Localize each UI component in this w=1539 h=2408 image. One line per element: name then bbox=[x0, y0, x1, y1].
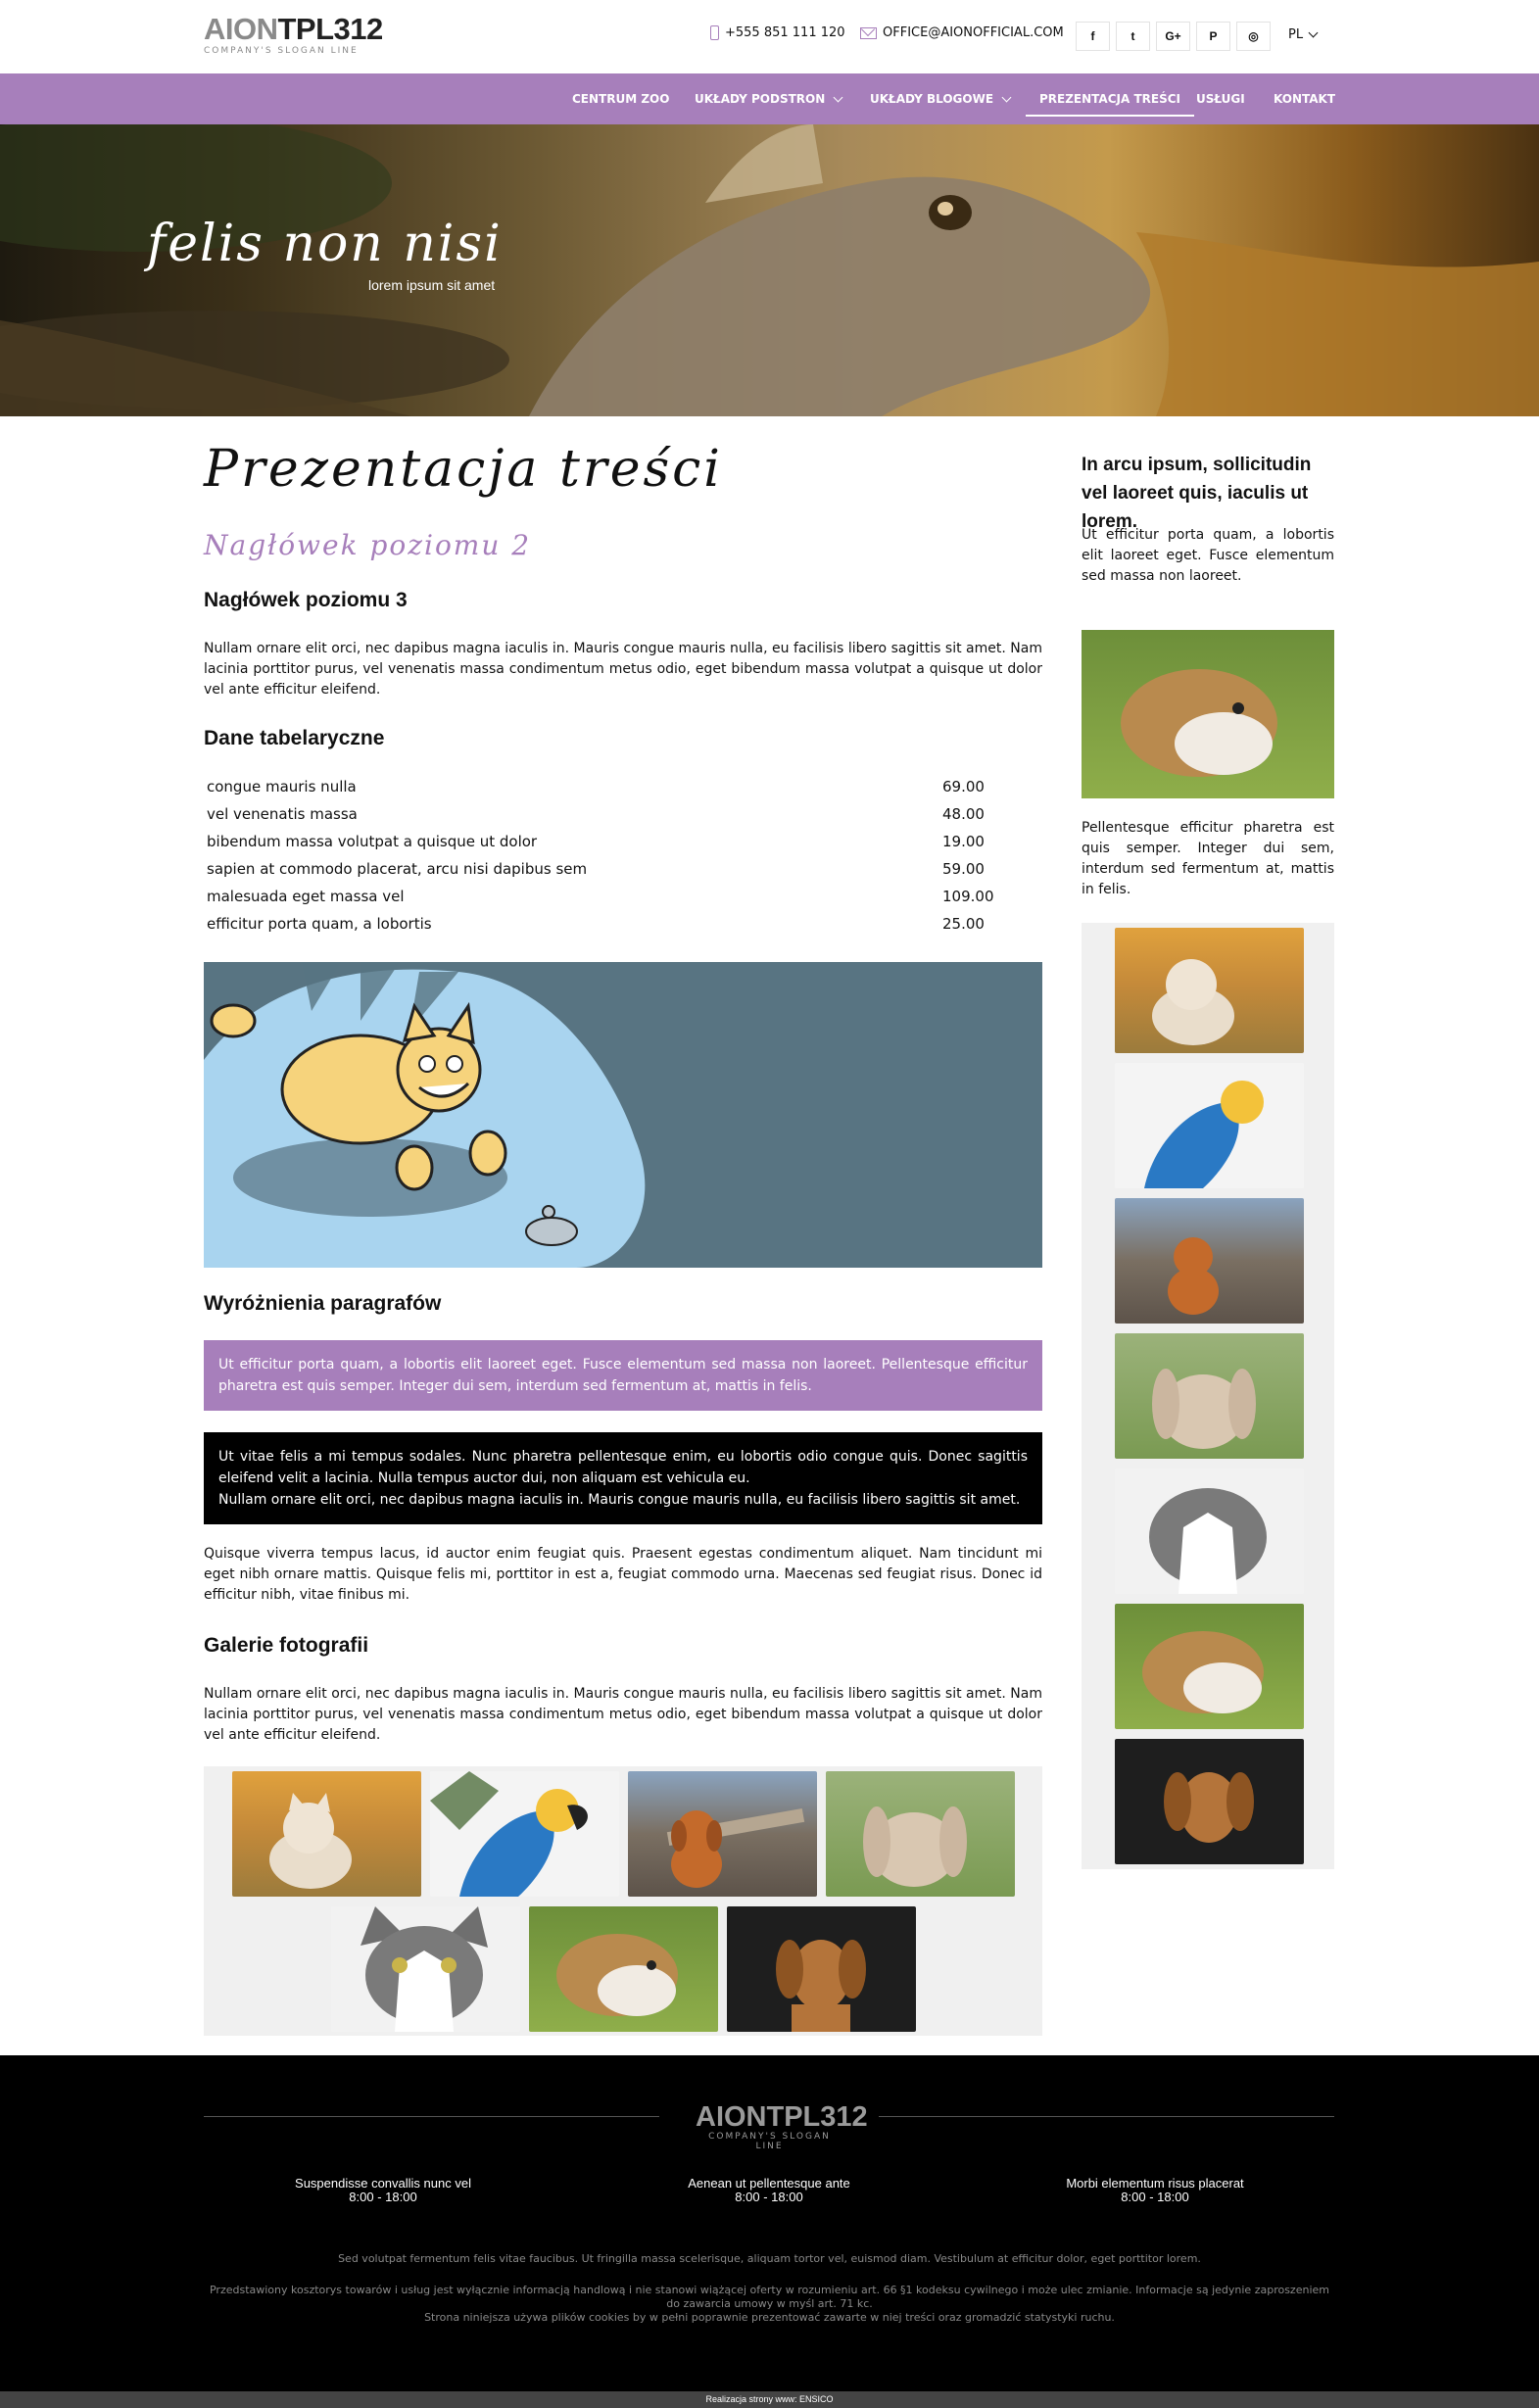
gallery-photo-rabbit[interactable] bbox=[826, 1771, 1015, 1897]
footer-text: Sed volutpat fermentum felis vitae faucibus. Ut fringilla massa scelerisque, aliquam tortor vel, euismod diam. Vestibulum at efficitur dolor, eget porttitor lorem. bbox=[338, 2252, 1201, 2265]
email-address: OFFICE@AIONOFFICIAL.COM bbox=[883, 25, 1064, 40]
table-cell-name: sapien at commodo placerat, arcu nisi dapibus sem bbox=[207, 860, 588, 878]
sidebar-text-1: Ut efficitur porta quam, a lobortis elit laoreet eget. Fusce elementum sed massa non laoreet. bbox=[1082, 527, 1334, 584]
logo-name-gray: AION bbox=[204, 12, 278, 46]
footer-column bbox=[1028, 2177, 1282, 2204]
phone-number: +555 851 111 120 bbox=[725, 25, 845, 40]
sidebar-photo-rabbit[interactable] bbox=[1115, 1333, 1304, 1459]
highlight-black-text-1: Ut vitae felis a mi tempus sodales. Nunc pharetra pellentesque enim, eu lobortis odio congue quis. Donec sagittis eleifend velit a lacinia. Nulla tempus auctor dui, non aliquam est vehicula eu. bbox=[218, 1449, 1028, 1486]
nav-label: CENTRUM ZOO bbox=[572, 92, 670, 106]
table-cell-name: efficitur porta quam, a lobortis bbox=[207, 915, 432, 933]
table-row bbox=[204, 773, 1042, 800]
facebook-icon[interactable]: f bbox=[1076, 22, 1110, 51]
gallery-photo-kitten[interactable] bbox=[232, 1771, 421, 1897]
chevron-down-icon bbox=[1002, 92, 1012, 102]
phone-contact[interactable] bbox=[710, 25, 845, 40]
table-row bbox=[204, 828, 1042, 855]
heading-level-3: Nagłówek poziomu 3 bbox=[204, 589, 408, 611]
credits-text: Realizacja strony www: ENSICO bbox=[705, 2394, 834, 2404]
nav-item-uklady-blogowe[interactable] bbox=[870, 73, 1010, 124]
nav-label: KONTAKT bbox=[1274, 92, 1336, 106]
footer-column-title: Suspendisse convallis nunc vel bbox=[295, 2176, 471, 2191]
footer-divider bbox=[879, 2116, 1334, 2117]
footer-logo[interactable] bbox=[696, 2101, 868, 2151]
sidebar-photo-guinea-pig[interactable] bbox=[1115, 1604, 1304, 1729]
table-cell-value: 19.00 bbox=[942, 833, 985, 850]
hero-banner bbox=[0, 124, 1539, 416]
highlight-purple: Ut efficitur porta quam, a lobortis elit laoreet eget. Fusce elementum sed massa non laoreet. Pellentesque efficitur pharetra est quis semper. Integer dui sem, interdum sed fermentum at, mattis in felis. bbox=[204, 1340, 1042, 1411]
instagram-icon[interactable]: ◎ bbox=[1236, 22, 1271, 51]
twitter-icon[interactable]: t bbox=[1116, 22, 1150, 51]
footer-logo-name-dark: TPL312 bbox=[766, 2101, 868, 2133]
sidebar-photo-parrot[interactable] bbox=[1115, 1063, 1304, 1188]
nav-label: UKŁADY BLOGOWE bbox=[870, 92, 994, 106]
mail-icon bbox=[860, 27, 877, 39]
table-cell-value: 48.00 bbox=[942, 805, 985, 823]
gallery-paragraph: Nullam ornare elit orci, nec dapibus magna iaculis in. Mauris congue mauris nulla, eu facilisis libero sagittis sit amet. Nam lacinia porttitor purus, vel venenatis massa condimentum metus odio, eget bibendum massa volutpat a quisque ut dolor vel ante efficitur eleifend. bbox=[204, 1686, 1042, 1743]
sidebar-photo-cat[interactable] bbox=[1115, 1469, 1304, 1594]
footer-logo-name-gray: AION bbox=[696, 2101, 767, 2133]
table-heading: Dane tabelaryczne bbox=[204, 727, 385, 749]
footer-cookies-text: Strona niniejsza używa plików cookies by w pełni poprawnie prezentować zawarte w niej treści oraz gromadzić statystyki ruchu. bbox=[424, 2311, 1115, 2324]
footer-column-hours: 8:00 - 18:00 bbox=[1121, 2190, 1189, 2204]
phone-icon bbox=[710, 25, 719, 40]
gallery-photo-parrot[interactable] bbox=[430, 1771, 619, 1897]
gallery-photo-cat[interactable] bbox=[331, 1906, 520, 2032]
email-contact[interactable] bbox=[860, 25, 1064, 40]
table-cell-value: 25.00 bbox=[942, 915, 985, 933]
data-table bbox=[204, 773, 1042, 938]
chevron-down-icon bbox=[834, 92, 843, 102]
nav-item-prezentacja-tresci[interactable] bbox=[1039, 73, 1180, 124]
google-plus-icon[interactable]: G+ bbox=[1156, 22, 1190, 51]
table-row bbox=[204, 800, 1042, 828]
gallery-photo-guinea-pig[interactable] bbox=[529, 1906, 718, 2032]
language-label: PL bbox=[1288, 27, 1304, 42]
pinterest-icon[interactable]: P bbox=[1196, 22, 1230, 51]
hero-title: felis non nisi bbox=[147, 215, 503, 273]
nav-item-uslugi[interactable] bbox=[1196, 73, 1245, 124]
footer-column-hours: 8:00 - 18:00 bbox=[349, 2190, 417, 2204]
credits-bar[interactable] bbox=[0, 2391, 1539, 2408]
logo-name-dark: TPL312 bbox=[277, 12, 383, 46]
sidebar-text-2: Pellentesque efficitur pharetra est quis semper. Integer dui sem, interdum sed fermentum at, mattis in felis. bbox=[1082, 820, 1334, 897]
table-cell-value: 59.00 bbox=[942, 860, 985, 878]
footer-column bbox=[642, 2177, 896, 2204]
nav-item-kontakt[interactable] bbox=[1274, 73, 1335, 124]
nav-item-uklady-podstron[interactable] bbox=[695, 73, 842, 124]
table-cell-value: 69.00 bbox=[942, 778, 985, 795]
table-cell-name: bibendum massa volutpat a quisque ut dolor bbox=[207, 833, 538, 850]
top-bar bbox=[0, 0, 1539, 73]
highlights-heading: Wyróżnienia paragrafów bbox=[204, 1292, 442, 1315]
site-footer bbox=[0, 2055, 1539, 2391]
sidebar-guinea-pig-image bbox=[1082, 630, 1334, 798]
hero-subtitle: lorem ipsum sit amet bbox=[368, 277, 496, 293]
heading-level-2: Nagłówek poziomu 2 bbox=[204, 529, 532, 561]
gallery-photo-puppy[interactable] bbox=[628, 1771, 817, 1897]
nav-item-centrum-zoo[interactable] bbox=[572, 73, 669, 124]
nav-label: PREZENTACJA TREŚCI bbox=[1039, 92, 1180, 106]
footer-legal-text: Przedstawiony kosztorys towarów i usług jest wyłącznie informacją handlową i nie stanowi wiążącej oferty w rozumieniu art. 66 §1 kodeksu cywilnego i może ulec zmianie. Informacje są jedynie zaproszeniem do zawarcia umowy w myśl art. 71 kc. bbox=[209, 2284, 1329, 2310]
footer-divider bbox=[204, 2116, 659, 2117]
footer-column-title: Aenean ut pellentesque ante bbox=[688, 2176, 850, 2191]
table-row bbox=[204, 910, 1042, 938]
photo-gallery bbox=[204, 1766, 1042, 2036]
footer-column-title: Morbi elementum risus placerat bbox=[1066, 2176, 1244, 2191]
nav-label: UKŁADY PODSTRON bbox=[695, 92, 826, 106]
table-row bbox=[204, 855, 1042, 883]
page-title: Prezentacja treści bbox=[204, 440, 723, 499]
paragraph: Quisque viverra tempus lacus, id auctor enim feugiat quis. Praesent egestas condimentum aliquet. Nam tincidunt mi eget nibh ornare mattis. Quisque felis mi, porttitor in est a, feugiat commodo urna. Maecenas sed feugiat risus. Donec id efficitur nibh, vitae finibus mi. bbox=[204, 1546, 1042, 1603]
highlight-black bbox=[204, 1432, 1042, 1524]
table-row bbox=[204, 883, 1042, 910]
footer-logo-slogan: COMPANY'S SLOGAN LINE bbox=[708, 2132, 831, 2151]
highlight-black-text-2: Nullam ornare elit orci, nec dapibus magna iaculis in. Mauris congue mauris nulla, eu facilisis libero sagittis sit amet. bbox=[218, 1492, 1021, 1508]
table-cell-name: congue mauris nulla bbox=[207, 778, 357, 795]
site-logo[interactable] bbox=[204, 14, 383, 56]
chevron-down-icon bbox=[1309, 28, 1319, 38]
table-cell-name: malesuada eget massa vel bbox=[207, 888, 405, 905]
sidebar-heading: In arcu ipsum, sollicitudin vel laoreet quis, iaculis ut lorem. bbox=[1082, 455, 1312, 532]
intro-paragraph: Nullam ornare elit orci, nec dapibus magna iaculis in. Mauris congue mauris nulla, eu facilisis libero sagittis sit amet. Nam lacinia porttitor purus, vel venenatis massa condimentum metus odio, eget bibendum massa volutpat a quisque ut dolor vel ante efficitur eleifend. bbox=[204, 641, 1042, 698]
sidebar-photo-puppy[interactable] bbox=[1115, 1198, 1304, 1324]
table-cell-value: 109.00 bbox=[942, 888, 994, 905]
table-cell-name: vel venenatis massa bbox=[207, 805, 358, 823]
main-navigation bbox=[0, 73, 1539, 124]
gallery-heading: Galerie fotografii bbox=[204, 1634, 369, 1657]
social-links bbox=[1076, 22, 1271, 51]
sidebar-photo-kitten[interactable] bbox=[1115, 928, 1304, 1053]
language-selector[interactable] bbox=[1288, 27, 1317, 42]
nav-label: USŁUGI bbox=[1196, 92, 1245, 106]
sidebar-photo-dog[interactable] bbox=[1115, 1739, 1304, 1864]
gallery-photo-dog[interactable] bbox=[727, 1906, 916, 2032]
footer-column-hours: 8:00 - 18:00 bbox=[735, 2190, 803, 2204]
logo-slogan: COMPANY'S SLOGAN LINE bbox=[204, 46, 359, 56]
cartoon-cat-image bbox=[204, 962, 1042, 1268]
footer-column bbox=[256, 2177, 510, 2204]
sidebar-thumbnails bbox=[1082, 923, 1334, 1869]
